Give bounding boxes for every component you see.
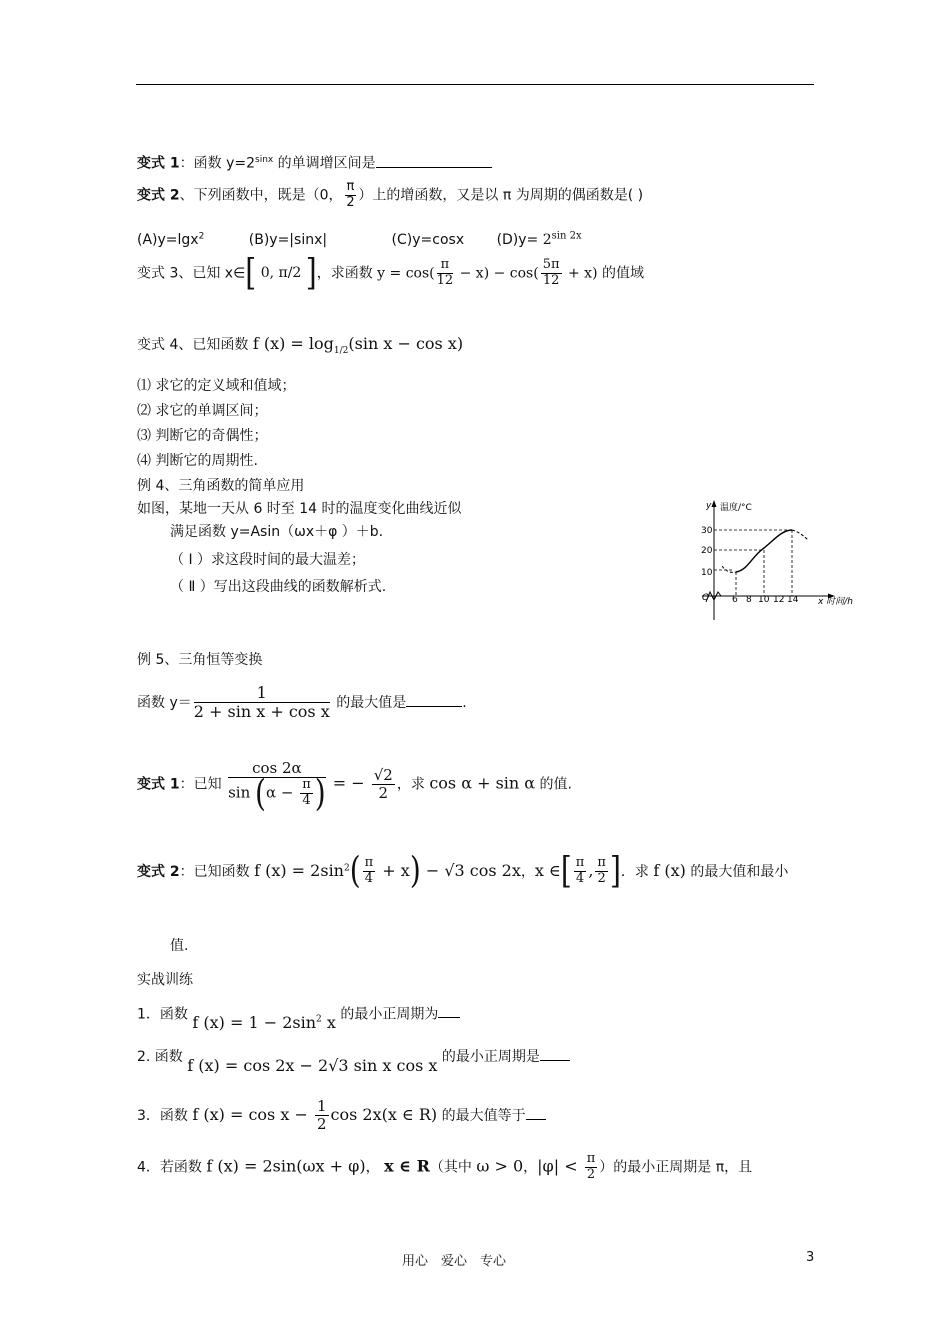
list-item: ⑵ 求它的单调区间；	[137, 403, 268, 419]
variant-label: 变式 2	[137, 187, 180, 204]
example-4-title: 例 4、三角函数的简单应用	[137, 478, 305, 494]
graph-x-label: x 时间/h	[818, 597, 853, 607]
example-4-text: 如图，某地一天从 6 时至 14 时的温度变化曲线近似	[137, 501, 462, 517]
example-5-variant-2: 变式 2：已知函数 f $(x) = 2\sin^2$( $\frac{\pi}{4}$ + x) − √3 cos 2x，x ∈[ $\frac{\pi}{4}$ , $\frac{\pi}{2}$ ]．求 f (x) 的最大值和最小	[137, 849, 789, 893]
example-4-question-1: （ Ⅰ ）求这段时间的最大温差；	[170, 552, 366, 568]
example-5-variant-1: 变式 1：已知 cos 2α sin (α − $\frac{\pi}{4}$ ) = − $\frac{√2}{2}$ ，求 cos α + sin α 的值.	[137, 759, 573, 815]
variant-3-line: 变式 3、已知 x∈[ 0, π/2 ]，求函数 y = cos( $\frac{\pi}{12}$ − x) − cos( $\frac{5\pi}{12}$ + x) 的值域	[137, 251, 644, 295]
variant-2-options	[137, 226, 582, 250]
variant-label: 变式 2	[137, 863, 180, 880]
list-item: ⑶ 判断它的奇偶性；	[137, 428, 268, 444]
fraction: $\frac{\pi}{2}$	[586, 1151, 596, 1182]
practice-1: 1．函数 f $(x) = 1 - 2\sin^2$ x 的最小正周期为	[137, 1000, 460, 1030]
practice-3: 3．函数 f (x) = cos x − $\frac{1}{2}$ cos 2x(x ∈ R) 的最大值等于	[137, 1098, 546, 1138]
fraction: $\frac{1}{\text{2 + sin x + cos x}}$	[193, 683, 330, 722]
option-a: (A)y=lgx$^2$	[137, 231, 205, 248]
fraction: cos 2α sin (α − $\frac{\pi}{4}$ )	[228, 759, 326, 815]
fraction: $\frac{\pi}{2}$	[346, 179, 355, 210]
fraction: $\frac{1}{2}$	[316, 1097, 327, 1134]
answer-blank	[526, 1107, 546, 1120]
y-axis-arrow	[712, 500, 717, 507]
option-c: (C)y=cosx	[391, 231, 465, 248]
fraction: $\frac{√2}{2}$	[373, 765, 393, 803]
variant-4-line: 变式 4、已知函数 f $(x) = \log_{1/2}(\sin$ x − cos x)	[137, 334, 464, 356]
tick-label-12: 12	[773, 595, 785, 605]
tick-label-30: 30	[701, 526, 713, 536]
example-5-variant-2-cont: 值.	[170, 938, 189, 954]
page-number: 3	[806, 1250, 815, 1265]
curve-dash-left	[722, 566, 736, 572]
interval: [ 0, π/2 ]	[245, 251, 317, 295]
tick-label-10: 10	[701, 568, 713, 578]
answer-blank	[540, 1048, 570, 1061]
example-5-line: 函数 y＝ $\frac{1}{\text{2 + sin x + cos x}}$ 的最大值是 .	[137, 683, 467, 722]
header-rule	[136, 84, 814, 85]
fraction: $\frac{\pi}{12}$	[436, 257, 454, 288]
example-4-question-2: （ Ⅱ ）写出这段曲线的函数解析式.	[170, 579, 387, 595]
example-4-text: 满足函数 y=Asin（ωx＋φ ）＋b.	[170, 524, 384, 540]
graph-y-label: 温度/°C	[720, 503, 752, 513]
curve-dash-right	[792, 530, 808, 540]
tick-label-20: 20	[701, 546, 713, 556]
answer-blank	[376, 155, 492, 168]
graph-origin: O	[702, 593, 710, 603]
tick-label-8: 8	[746, 595, 752, 605]
page-footer: 用心 爱心 专心	[402, 1254, 507, 1269]
practice-title: 实战训练	[137, 972, 193, 988]
tick-label-14: 14	[787, 595, 799, 605]
tick-label-6: 6	[732, 595, 738, 605]
example-5-title: 例 5、三角恒等变换	[137, 652, 263, 668]
answer-blank	[438, 1005, 460, 1018]
list-item: ⑴ 求它的定义域和值域；	[137, 378, 296, 394]
option-d: $(D)y= 2^{sin 2x}$	[496, 230, 582, 248]
list-item: ⑷ 判断它的周期性.	[137, 453, 258, 469]
variant-1-line: 变式 1：函数 $y=2^{sinx}$ 的单调增区间是	[137, 150, 492, 174]
practice-2: 2. 函数 f (x) = cos 2x − 2√3 sin x cos x 的最小正周期是	[137, 1046, 570, 1076]
temperature-graph	[696, 496, 866, 626]
variant-label: 变式 1	[137, 776, 180, 793]
option-b: (B)y=|sinx|	[248, 231, 328, 248]
variant-label: 变式 1	[137, 155, 180, 172]
fraction: $\frac{5\pi}{12}$	[542, 257, 560, 288]
practice-4: 4．若函数 f (x) = 2sin(ωx + φ)， x ∈ R（其中 ω > 0，|φ| < $\frac{\pi}{2}$ ）的最小正周期是 π，且	[137, 1151, 753, 1182]
variant-2-line: 变式 2、下列函数中，既是（0， $\frac{\pi}{2}$ ）上的增函数，又是以 π 为周期的偶函数是( )	[137, 179, 644, 210]
tick-label-10h: 10	[758, 595, 770, 605]
answer-blank	[406, 694, 462, 707]
graph-y-letter: y	[706, 501, 712, 511]
